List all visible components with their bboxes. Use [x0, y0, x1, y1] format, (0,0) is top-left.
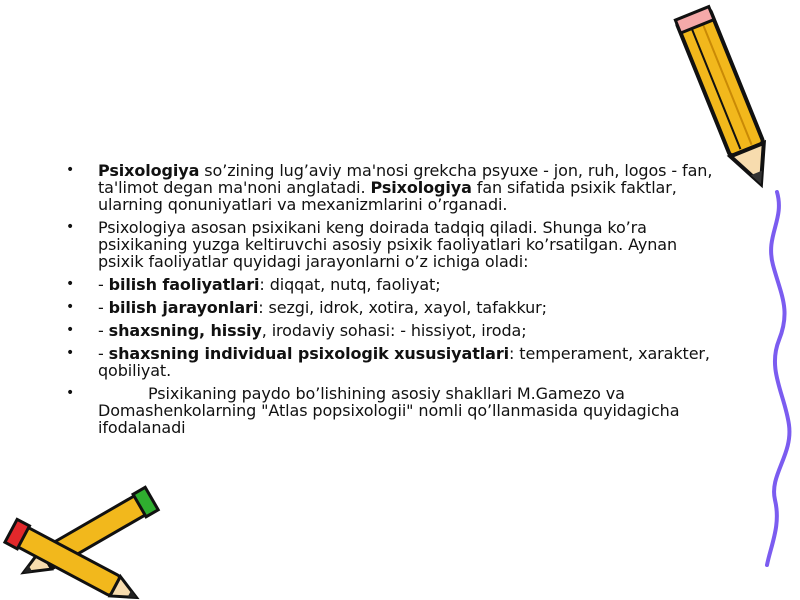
- body-text: : temperament, xarakter, qobiliyat.: [98, 344, 710, 380]
- body-text: Psixologiya asosan psixikani keng doirada tadqiq qiladi. Shunga ko’ra psixikaning yuzga keltiruvchi asosiy psixik faoliyatlari ko’rsatilgan. Aynan psixik faoliyatlar quyidagi jarayonlarni o’z ichiga oladi:: [98, 218, 678, 271]
- body-text: -: [98, 344, 109, 363]
- pencils-clipart-icon: [0, 478, 170, 600]
- bold-term: shaxsning individual psixologik xususiyatlari: [108, 344, 510, 363]
- bullet-item: [62, 162, 722, 213]
- bullet-marker: •: [66, 345, 75, 361]
- bullet-item: [62, 385, 722, 436]
- bold-term: bilish jarayonlari: [108, 298, 259, 317]
- bullet-item: [62, 322, 722, 339]
- bullet-item: [62, 219, 722, 270]
- bold-term: Psixologiya: [98, 161, 200, 180]
- bullet-marker: •: [66, 385, 75, 401]
- body-text: : diqqat, nutq, faoliyat;: [259, 275, 441, 294]
- body-text: -: [98, 275, 109, 294]
- body-text: -: [98, 298, 109, 317]
- squiggle-line-icon: [755, 190, 800, 570]
- bullet-list: [62, 162, 722, 442]
- bullet-item: [62, 345, 722, 379]
- bullet-item: [62, 276, 722, 293]
- body-text: fan sifatida psixik faktlar, ularning qonuniyatlari va mexanizmlarini o’rganadi.: [98, 178, 677, 214]
- bullet-item: [62, 299, 722, 316]
- bullet-marker: •: [66, 162, 75, 178]
- body-text: , irodaviy sohasi: - hissiyot, iroda;: [261, 321, 527, 340]
- body-text: Psixikaning paydo bo’lishining asosiy shakllari M.Gamezo va Domashenkolarning "Atlas popsixologii" nomli qo’llanmasida quyidagicha ifodalanadi: [98, 384, 680, 437]
- bold-term: bilish faoliyatlari: [108, 275, 260, 294]
- bullet-marker: •: [66, 322, 75, 338]
- body-text: : sezgi, idrok, xotira, xayol, tafakkur;: [258, 298, 547, 317]
- bullet-marker: •: [66, 299, 75, 315]
- bullet-marker: •: [66, 219, 75, 235]
- bullet-marker: •: [66, 276, 75, 292]
- bold-term: Psixologiya: [370, 178, 472, 197]
- bold-term: shaxsning, hissiy: [108, 321, 262, 340]
- body-text: so’zining lug’aviy ma'nosi grekcha psyuxe - jon, ruh, logos - fan, ta'limot degan ma'noni anglatadi.: [98, 161, 713, 197]
- body-text: -: [98, 321, 109, 340]
